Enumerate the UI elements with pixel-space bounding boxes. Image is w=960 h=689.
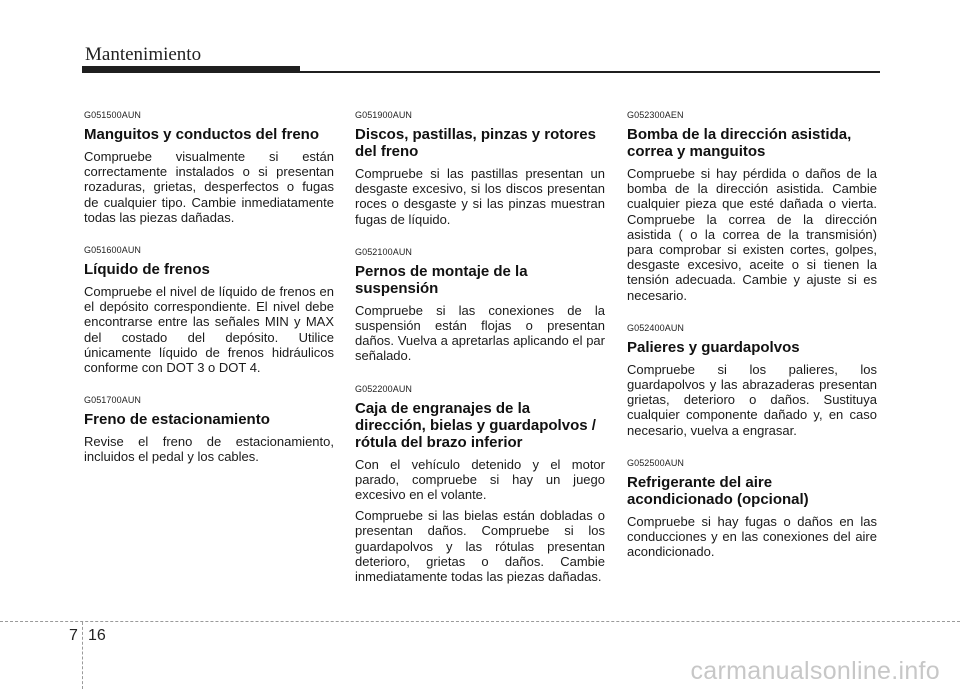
section-code: G051500AUN [84, 110, 142, 120]
section-paragraph: Compruebe si hay pérdida o daños de la bomba de la dirección asistida. Cambie cualquier pieza que esté dañada o vierta. Compruebe la correa de la dirección asistida ( o la correa de la transmisión) para comprobar si existen cortes, golpes, desgaste excesivo, aceite o si tienen la tensión adecuada. Cambie y ajuste si es necesario. [627, 166, 877, 303]
section-steering-gear [355, 384, 605, 585]
section-heading: Manguitos y conductos del freno [84, 126, 320, 143]
section-heading: Pernos de montaje de la suspensión [355, 262, 528, 297]
watermark-text: carmanualsonline.info [690, 657, 940, 685]
section-suspension-bolts [355, 247, 605, 364]
content-column-2 [355, 110, 605, 604]
chapter-number: 7 [69, 627, 78, 644]
section-code: G051700AUN [84, 395, 142, 406]
section-code: G052100AUN [355, 246, 413, 257]
section-paragraph: Compruebe si las pastillas presentan un desgaste excesivo, si los discos presentan roces o desgaste y si las pinzas muestran fugas de líquido. [355, 166, 605, 227]
section-heading: Refrigerante del aire acondicionado (opcional) [627, 473, 809, 508]
section-heading: Caja de engranajes de la dirección, bielas y guardapolvos / rótula del brazo inferior [355, 399, 596, 451]
section-drive-shafts [627, 323, 877, 438]
section-paragraph: Compruebe si los palieres, los guardapolvos y las abrazaderas presentan grietas, deterioro o daños. Sustituya cualquier componente dañado y, en caso necesario, vuelva a engrasar. [627, 361, 877, 438]
section-code: G052400AUN [627, 322, 685, 333]
content-column-1 [84, 110, 334, 485]
section-paragraph: Revise el freno de estacionamiento, incluidos el pedal y los cables. [84, 434, 334, 465]
section-code: G052500AUN [627, 457, 685, 468]
section-brake-hoses [84, 110, 334, 225]
section-paragraph: Compruebe si las bielas están dobladas o presentan daños. Compruebe si los guardapolvos y las rótulas presentan deterioro, grietas o daños. Cambie inmediatamente todas las piezas dañadas. [355, 508, 605, 585]
section-paragraph: Compruebe si las conexiones de la suspensión están flojas o presentan daños. Vuelva a apretarlas aplicando el par señalado. [355, 302, 605, 364]
section-heading: Palieres y guardapolvos [627, 338, 800, 356]
footer-vertical-rule [82, 622, 83, 689]
content-column-3 [627, 110, 877, 579]
section-power-steering [627, 110, 877, 303]
section-code: G051600AUN [84, 245, 142, 256]
section-parking-brake [84, 395, 334, 464]
section-paragraph: Con el vehículo detenido y el motor parado, compruebe si hay un juego excesivo en el volante. [355, 456, 605, 503]
section-paragraph: Compruebe el nivel de líquido de frenos en el depósito correspondiente. El nivel debe encontrarse entre las señales MIN y MAX del costado del depósito. Utilice únicamente líquido de frenos hidráulicos conforme con DOT 3 o DOT 4. [84, 284, 334, 376]
section-heading: Líquido de frenos [84, 261, 210, 279]
section-code: G052300AEN [627, 110, 684, 120]
section-code: G051900AUN [355, 110, 413, 120]
footer-dashed-rule [0, 621, 960, 622]
section-brake-discs [355, 110, 605, 227]
page-header-title: Mantenimiento [85, 44, 202, 65]
section-paragraph: Compruebe si hay fugas o daños en las conducciones y en las conexiones del aire acondicionado. [627, 513, 877, 560]
header-rule-thick [82, 66, 300, 73]
section-code: G052200AUN [355, 383, 413, 394]
section-heading: Freno de estacionamiento [84, 411, 270, 429]
section-ac-refrigerant [627, 458, 877, 560]
page-number: 16 [88, 627, 106, 644]
section-heading: Bomba de la dirección asistida, correa y manguitos [627, 126, 852, 160]
header-rule-thin [300, 71, 880, 73]
section-brake-fluid [84, 245, 334, 375]
section-heading: Discos, pastillas, pinzas y rotores del freno [355, 126, 596, 160]
section-paragraph: Compruebe visualmente si están correctamente instalados o si presentan rozaduras, grietas, desperfectos o fugas de cualquier tipo. Cambie inmediatamente todas las piezas dañadas. [84, 149, 334, 225]
